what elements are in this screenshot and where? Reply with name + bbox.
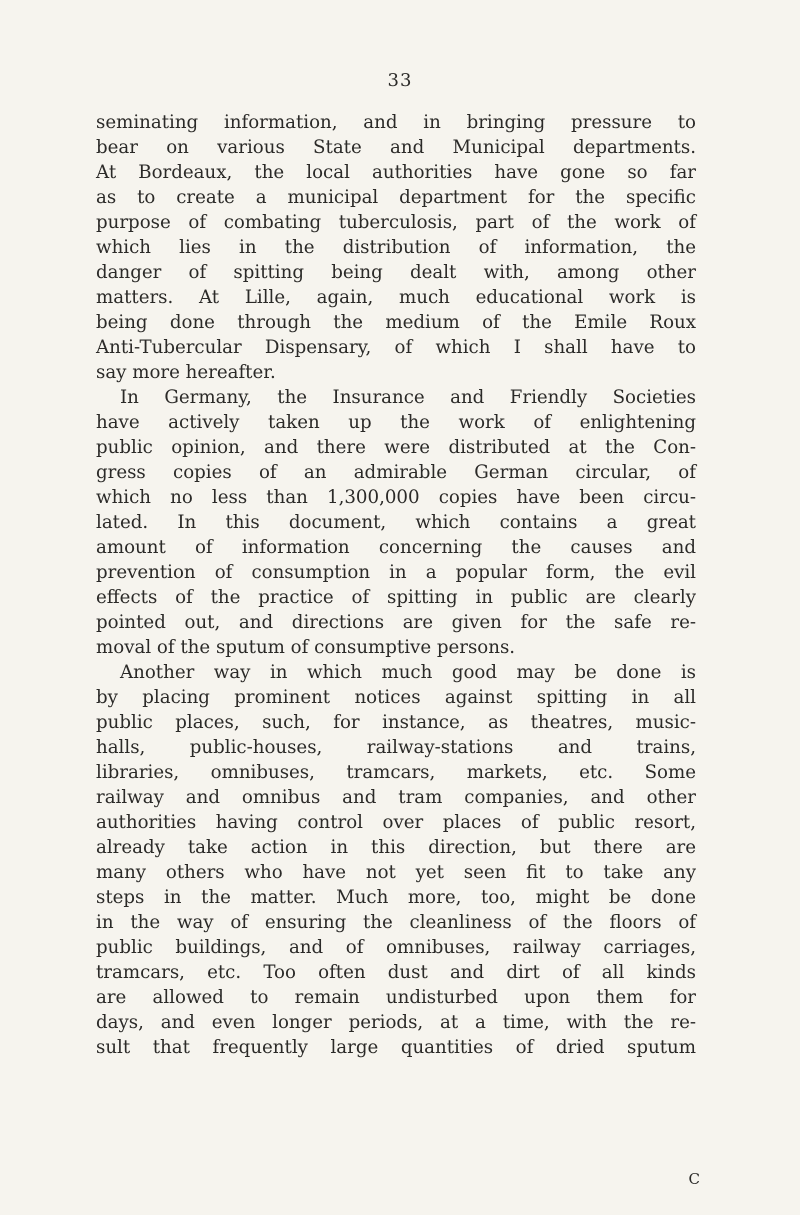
text-line: which lies in the distribution of information, the <box>96 237 696 258</box>
text-line: in the way of ensuring the cleanliness of the floors of <box>96 912 696 933</box>
text-line: purpose of combating tuberculosis, part of the work of <box>96 212 696 233</box>
text-line: many others who have not yet seen fit to take any <box>96 862 696 883</box>
text-line: Another way in which much good may be done is <box>120 662 696 683</box>
signature-mark: C <box>688 1170 700 1188</box>
text-line: railway and omnibus and tram companies, and other <box>96 787 696 808</box>
text-line: by placing prominent notices against spitting in all <box>96 687 696 708</box>
text-line: danger of spitting being dealt with, among other <box>96 262 696 283</box>
text-line: prevention of consumption in a popular form, the evil <box>96 562 696 583</box>
text-line: sult that frequently large quantities of dried sputum <box>96 1037 696 1058</box>
text-line: as to create a municipal department for the specific <box>96 187 696 208</box>
text-line: which no less than 1,300,000 copies have been circu- <box>96 487 696 508</box>
text-line: bear on various State and Municipal departments. <box>96 137 696 158</box>
text-line: days, and even longer periods, at a time, with the re- <box>96 1012 696 1033</box>
text-line: matters. At Lille, again, much educational work is <box>96 287 696 308</box>
text-line: already take action in this direction, but there are <box>96 837 696 858</box>
text-line: say more hereafter. <box>96 362 276 383</box>
text-line: At Bordeaux, the local authorities have gone so far <box>96 162 696 183</box>
body-text <box>96 110 696 1060</box>
text-line: libraries, omnibuses, tramcars, markets, etc. Some <box>96 762 696 783</box>
text-line: being done through the medium of the Emile Roux <box>96 312 696 333</box>
text-line: In Germany, the Insurance and Friendly Societies <box>120 387 696 408</box>
text-line: halls, public-houses, railway-stations and trains, <box>96 737 696 758</box>
text-line: have actively taken up the work of enlightening <box>96 412 696 433</box>
text-line: pointed out, and directions are given for the safe re- <box>96 612 696 633</box>
text-line: steps in the matter. Much more, too, might be done <box>96 887 696 908</box>
text-line: public places, such, for instance, as theatres, music- <box>96 712 696 733</box>
text-line: lated. In this document, which contains a great <box>96 512 696 533</box>
text-line: effects of the practice of spitting in public are clearly <box>96 587 696 608</box>
text-line: tramcars, etc. Too often dust and dirt of all kinds <box>96 962 696 983</box>
text-line: Anti-Tubercular Dispensary, of which I shall have to <box>96 337 696 358</box>
text-line: gress copies of an admirable German circular, of <box>96 462 696 483</box>
text-line: moval of the sputum of consumptive persons. <box>96 637 516 658</box>
page-number: 33 <box>387 70 413 91</box>
text-line: seminating information, and in bringing pressure to <box>96 112 696 133</box>
text-line: public opinion, and there were distributed at the Con- <box>96 437 696 458</box>
text-line: authorities having control over places of public resort, <box>96 812 696 833</box>
text-line: public buildings, and of omnibuses, railway carriages, <box>96 937 696 958</box>
text-line: amount of information concerning the causes and <box>96 537 696 558</box>
text-line: are allowed to remain undisturbed upon them for <box>96 987 696 1008</box>
